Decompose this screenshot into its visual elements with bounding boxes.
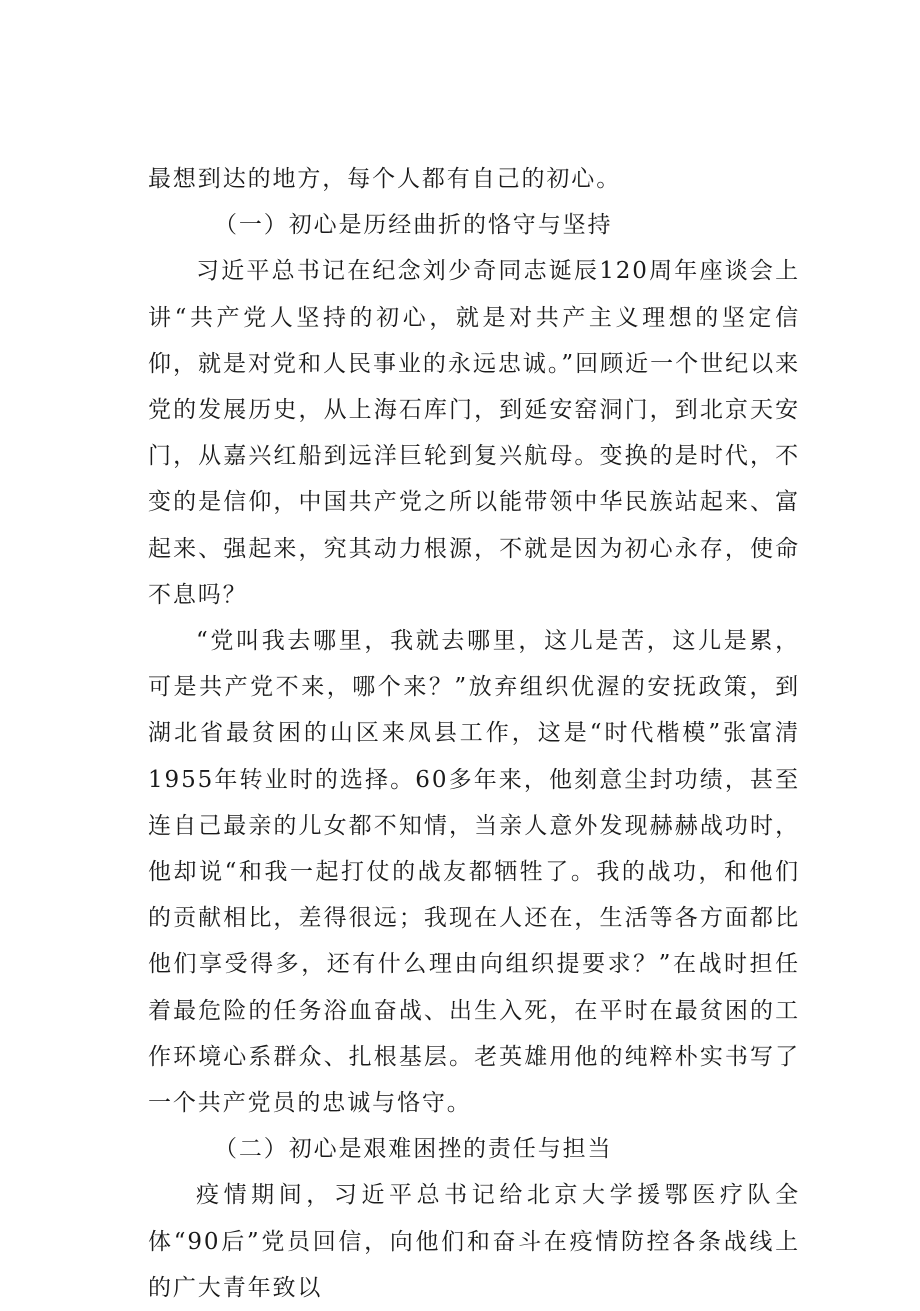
document-body xyxy=(148,156,800,1311)
paragraph-continuation: 最想到达的地方，每个人都有自己的初心。 xyxy=(148,166,622,192)
paragraph-body: 习近平总书记在纪念刘少奇同志诞辰120周年座谈会上讲“共产党人坚持的初心，就是对共产主义理想的坚定信仰，就是对党和人民事业的永远忠诚。”回顾近一个世纪以来党的发展历史，从上海石库门，到延安窑洞门，到北京天安门，从嘉兴红船到远洋巨轮到复兴航母。变换的是时代，不变的是信仰，中国共产党之所以能带领中华民族站起来、富起来、强起来，究其动力根源，不就是因为初心永存，使命不息吗？ xyxy=(148,258,800,608)
section-heading-2: （二）初心是艰难困挫的责任与担当 xyxy=(214,1136,613,1163)
section-heading-1: （一）初心是历经曲折的恪守与坚持 xyxy=(214,212,613,239)
paragraph-body: “党叫我去哪里，我就去哪里，这儿是苦，这儿是累，可是共产党不来，哪个来？”放弃组织优渥的安抚政策，到湖北省最贫困的山区来凤县工作，这是“时代楷模”张富清1955年转业时的选择。60多年来，他刻意尘封功绩，甚至连自己最亲的儿女都不知情，当亲人意外发现赫赫战功时，他却说“和我一起打仗的战友都牺牲了。我的战功，和他们的贡献相比，差得很远；我现在人还在，生活等各方面都比他们享受得多，还有什么理由向组织提要求？”在战时担任着最危险的任务浴血奋战、出生入死，在平时在最贫困的工作环境心系群众、扎根基层。老英雄用他的纯粹朴实书写了一个共产党员的忠诚与恪守。 xyxy=(148,628,800,1117)
paragraph-body: 疫情期间，习近平总书记给北京大学援鄂医疗队全体“90后”党员回信，向他们和奋斗在疫情防控各条战线上的广大青年致以 xyxy=(148,1182,800,1301)
